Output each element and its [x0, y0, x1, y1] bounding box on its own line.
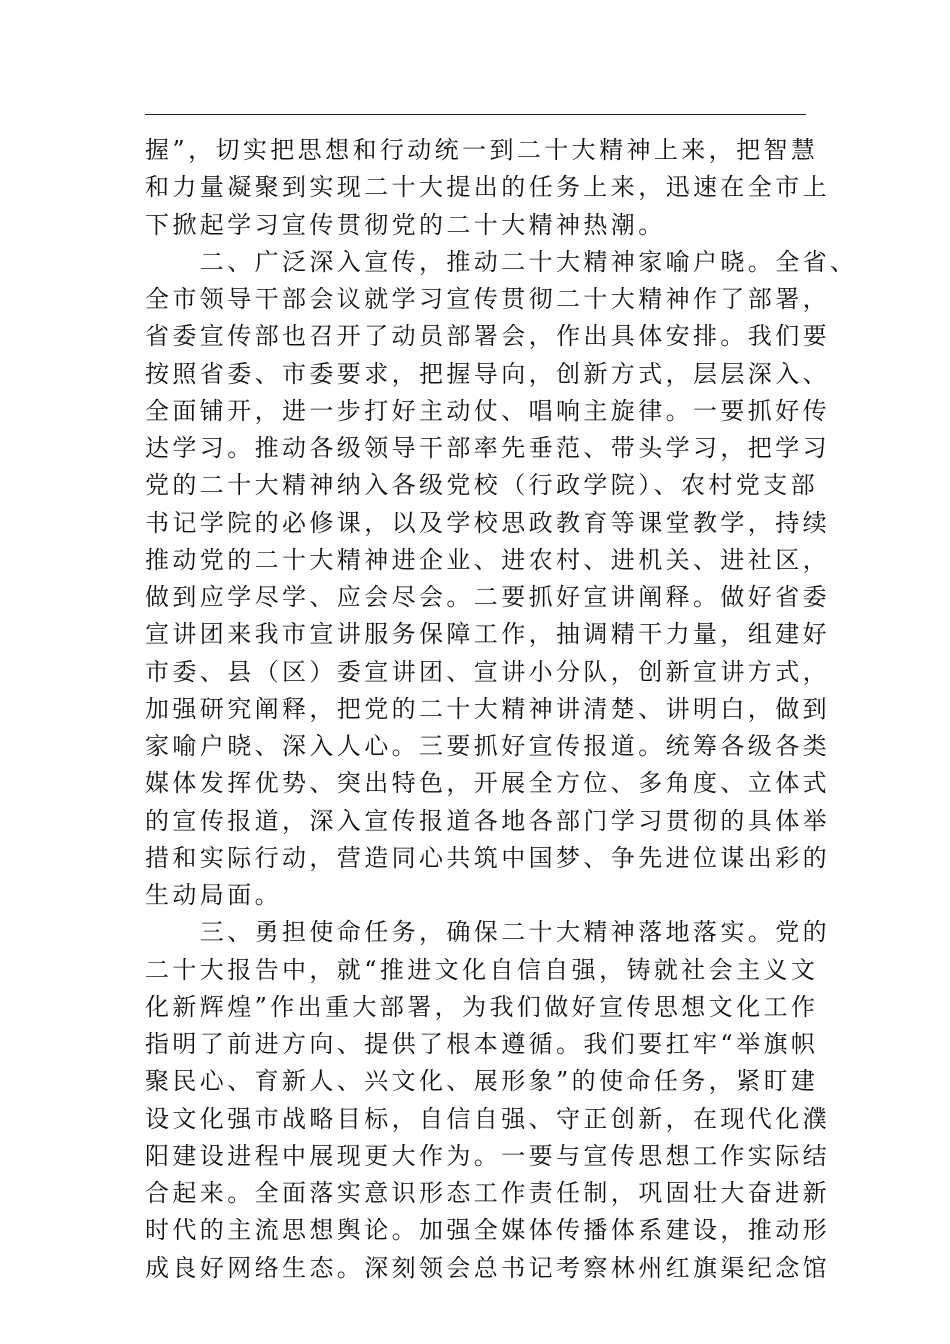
text-line: 达学习。推动各级领导干部率先垂范、带头学习，把学习	[145, 434, 830, 462]
text-line: 指明了前进方向、提供了根本遵循。我们要扛牢“举旗帜	[145, 1030, 819, 1058]
text-line: 生动局面。	[145, 881, 282, 909]
text-line: 加强研究阐释，把党的二十大精神讲清楚、讲明白，做到	[145, 694, 830, 723]
text-line: 做到应学尽学、应会尽会。二要抓好宣讲阐释。做好省委	[145, 583, 830, 611]
text-line: 握”，切实把思想和行动统一到二十大精神上来，把智慧	[145, 136, 819, 164]
text-line: 宣讲团来我市宣讲服务保障工作，抽调精干力量，组建好	[145, 620, 830, 649]
header-rule	[145, 114, 806, 115]
text-line: 下掀起学习宣传贯彻党的二十大精神热潮。	[145, 210, 666, 239]
section-heading-line: 三、勇担使命任务，确保二十大精神落地落实。党的	[145, 918, 830, 947]
text-line: 阳建设进程中展现更大作为。一要与宣传思想工作实际结	[145, 1141, 830, 1170]
text-line: 成良好网络生态。深刻领会总书记考察林州红旗渠纪念馆	[145, 1253, 830, 1282]
text-line: 全面铺开，进一步打好主动仗、唱响主旋律。一要抓好传	[145, 396, 830, 425]
text-line: 措和实际行动，营造同心共筑中国梦、争先进位谋出彩的	[145, 843, 830, 872]
text-line: 合起来。全面落实意识形态工作责任制，巩固壮大奋进新	[145, 1179, 830, 1207]
text-line: 书记学院的必修课，以及学校思政教育等课堂教学，持续	[145, 508, 830, 537]
text-line: 二十大报告中，就“推进文化自信自强，铸就社会主义文	[145, 955, 819, 984]
text-line: 媒体发挥优势、突出特色，开展全方位、多角度、立体式	[145, 769, 830, 798]
text-line: 聚民心、育新人、兴文化、展形象”的使命任务，紧盯建	[145, 1067, 819, 1096]
text-line: 家喻户晓、深入人心。三要抓好宣传报道。统筹各级各类	[145, 732, 830, 760]
text-line: 和力量凝聚到实现二十大提出的任务上来，迅速在全市上	[145, 173, 830, 202]
text-line: 的宣传报道，深入宣传报道各地各部门学习贯彻的具体举	[145, 806, 830, 835]
text-line: 推动党的二十大精神进企业、进农村、进机关、进社区，	[145, 545, 830, 574]
text-line: 时代的主流思想舆论。加强全媒体传播体系建设，推动形	[145, 1216, 830, 1245]
text-line: 化新辉煌”作出重大部署，为我们做好宣传思想文化工作	[145, 992, 819, 1021]
text-line: 省委宣传部也召开了动员部署会，作出具体安排。我们要	[145, 322, 830, 351]
section-heading-line: 二、广泛深入宣传，推动二十大精神家喻户晓。全省、	[145, 247, 858, 276]
text-line: 市委、县（区）委宣讲团、宣讲小分队，创新宣讲方式，	[145, 657, 830, 686]
body-text	[145, 132, 858, 1287]
text-line: 党的二十大精神纳入各级党校（行政学院）、农村党支部	[145, 471, 818, 500]
text-line: 按照省委、市委要求，把握导向，创新方式，层层深入、	[145, 359, 830, 388]
text-line: 全市领导干部会议就学习宣传贯彻二十大精神作了部署，	[145, 285, 830, 313]
text-line: 设文化强市战略目标，自信自强、守正创新，在现代化濮	[145, 1104, 830, 1133]
